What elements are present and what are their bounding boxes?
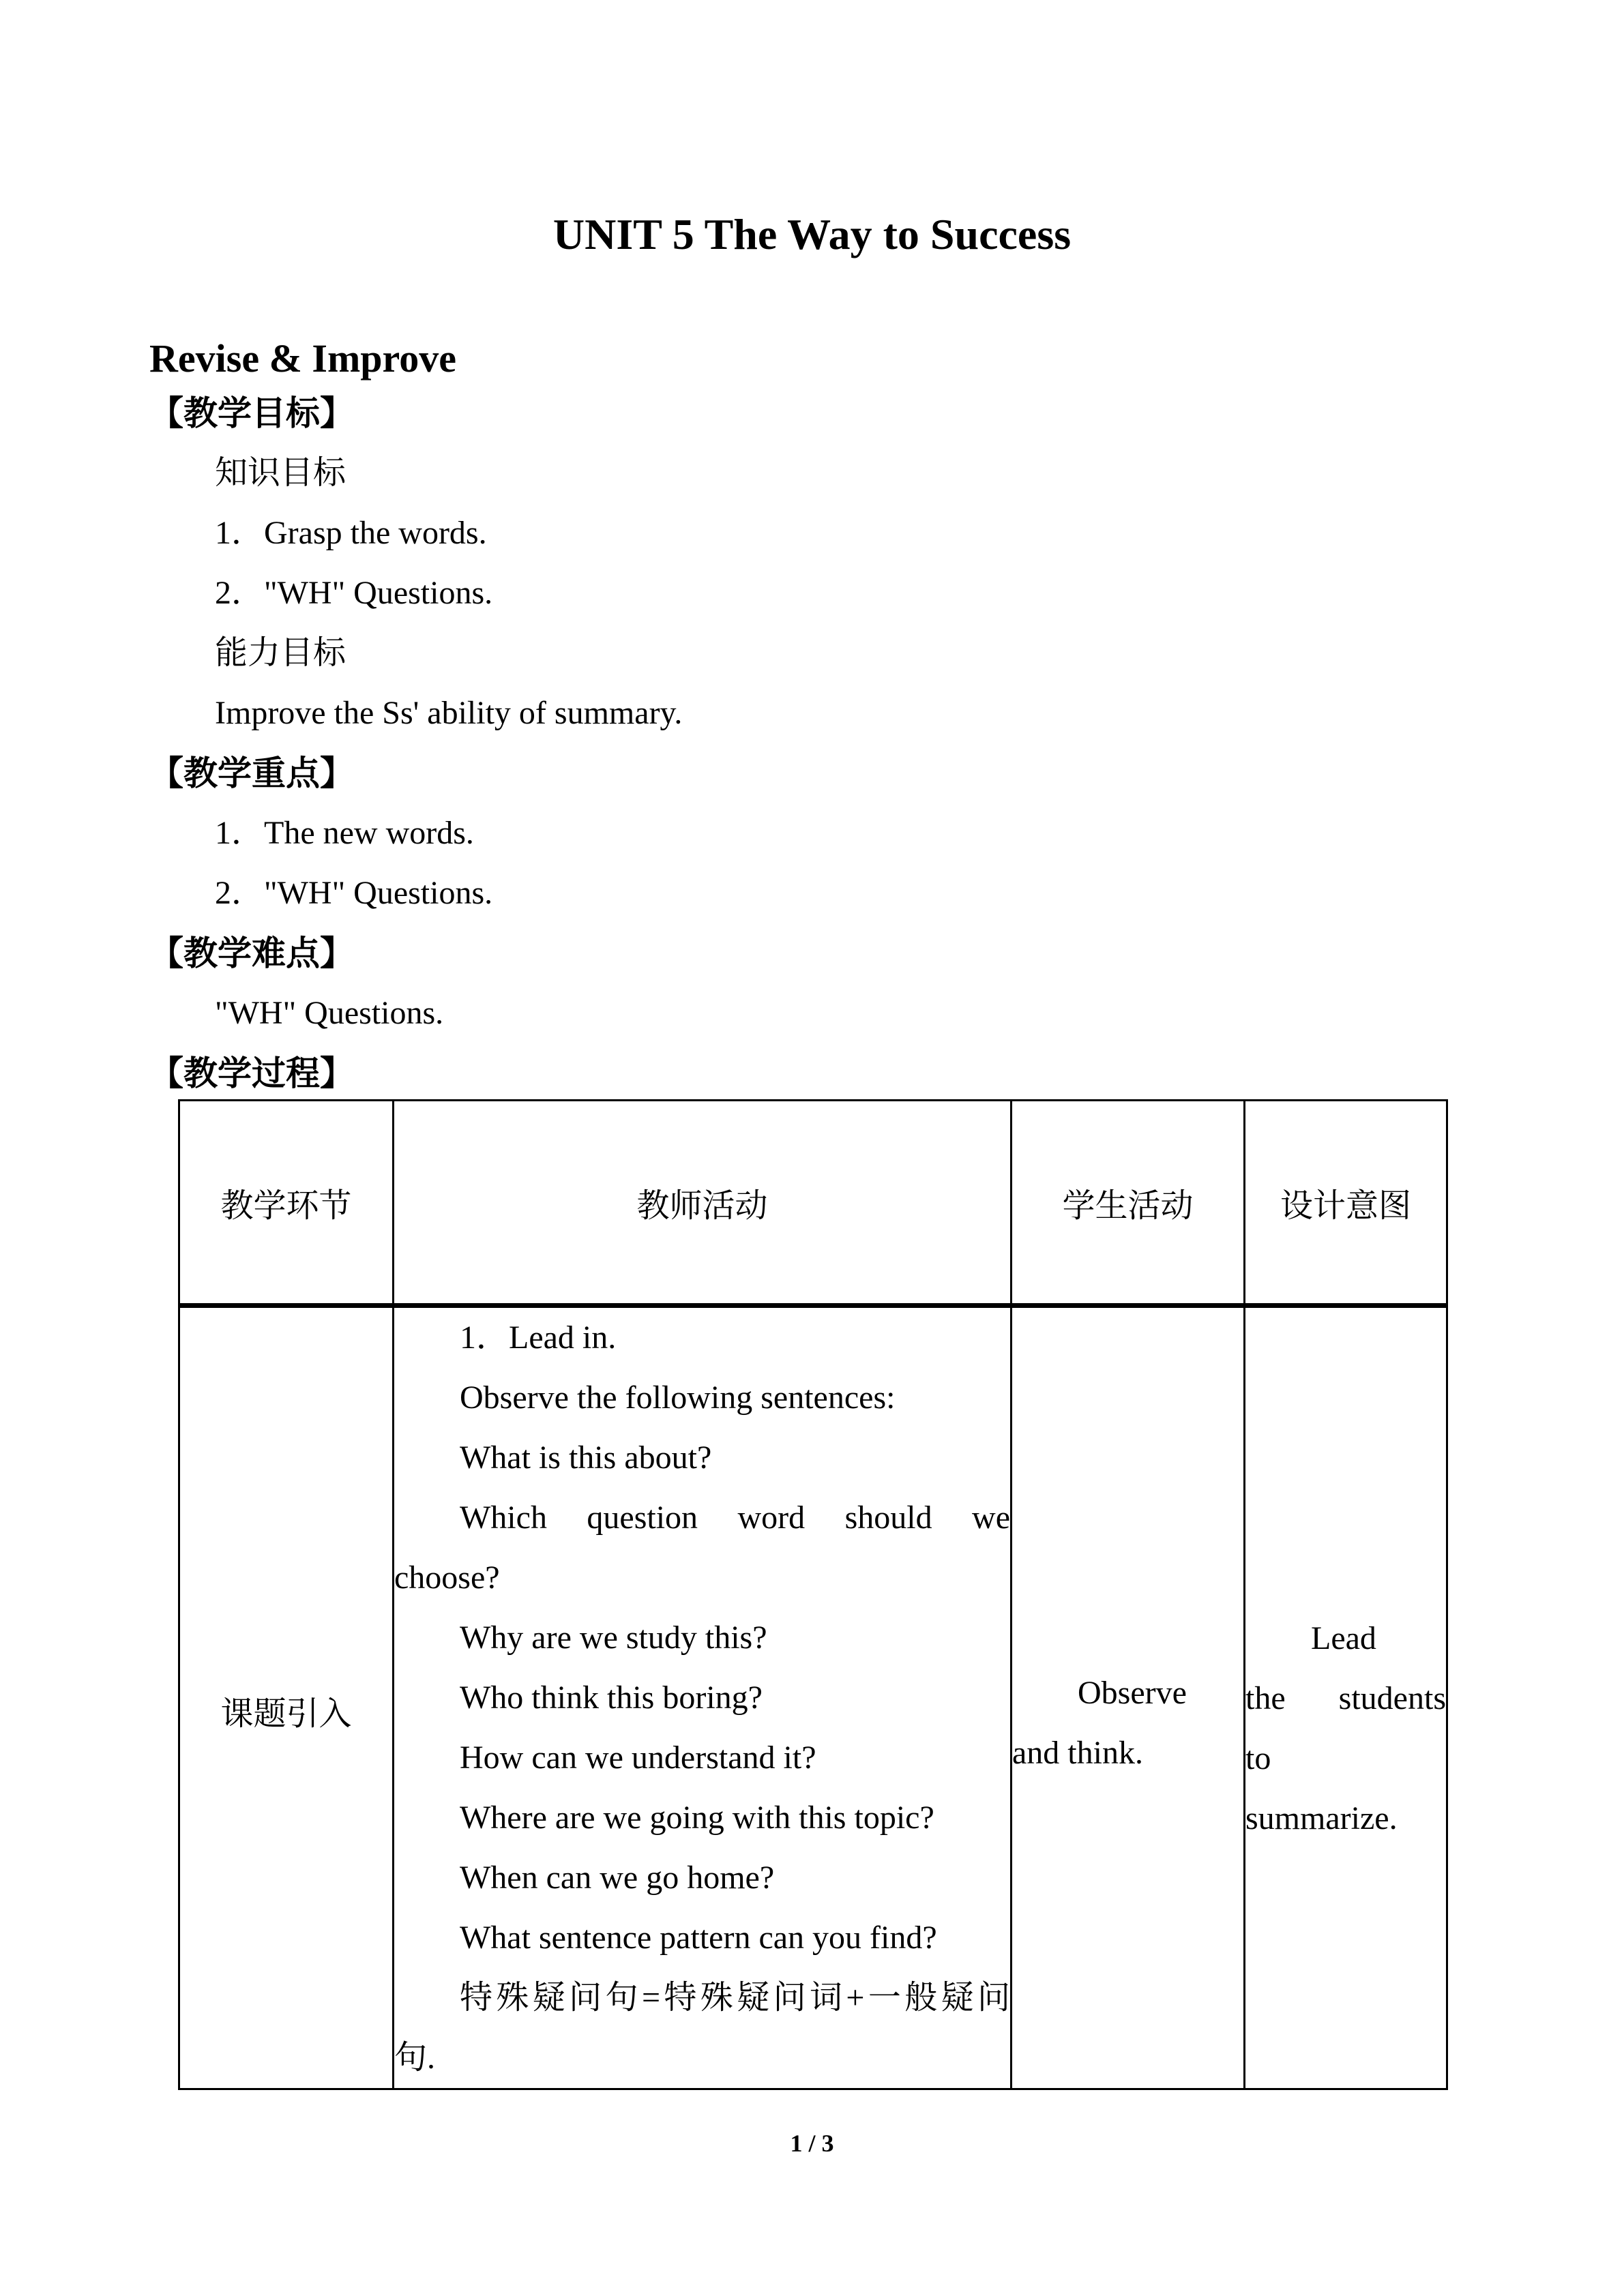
teacher-activity-line: Who think this boring? [460, 1680, 763, 1716]
teacher-activity-line: 特殊疑问句=特殊疑问词+一般疑问 [460, 1980, 1010, 2016]
cell-stage [179, 1306, 394, 2089]
teacher-activity-line: 1．Lead in. [460, 1320, 617, 1356]
document-title: UNIT 5 The Way to Success [552, 210, 1072, 258]
table-header-row [179, 1101, 1447, 1306]
teacher-activity-line: What is this about? [460, 1440, 712, 1476]
design-intent-line: summarize. [1245, 1800, 1398, 1836]
teacher-activity-line: Observe the following sentences: [460, 1380, 896, 1416]
teacher-activity-line: How can we understand it? [460, 1740, 816, 1776]
student-activity-line: Observe [1078, 1675, 1187, 1711]
stage-label: 课题引入 [220, 1695, 352, 1732]
teacher-activity-line: 句. [394, 2040, 436, 2076]
design-intent-text [1245, 1609, 1446, 1849]
knowledge-goal-item: 1．Grasp the words. [215, 515, 487, 551]
table-header-design-intent: 设计意图 [1245, 1101, 1447, 1306]
table-header-stage: 教学环节 [179, 1101, 394, 1306]
cell-design-intent [1245, 1306, 1447, 2089]
key-point-item: 2．"WH" Questions. [215, 875, 493, 911]
difficulty-text: "WH" Questions. [215, 995, 444, 1031]
student-activity-line: and think. [1012, 1735, 1143, 1771]
design-intent-line: the students [1245, 1680, 1446, 1716]
section-header-teaching-goals: 【教学目标】 [149, 394, 354, 432]
cell-teacher-activity [394, 1306, 1012, 2089]
lesson-subtitle: Revise & Improve [149, 336, 456, 381]
knowledge-goal-item: 2．"WH" Questions. [215, 575, 493, 611]
key-point-item: 1．The new words. [215, 815, 474, 851]
page-number: 1 / 3 [790, 2130, 834, 2157]
section-header-teaching-process: 【教学过程】 [149, 1054, 354, 1092]
student-activity-text [1012, 1663, 1243, 1783]
teacher-activity-line: What sentence pattern can you find? [460, 1920, 937, 1956]
ability-goal-text: Improve the Ss' ability of summary. [215, 695, 683, 731]
design-intent-line: Lead [1311, 1620, 1376, 1656]
cell-student-activity [1012, 1306, 1245, 2089]
ability-goal-label: 能力目标 [215, 635, 346, 671]
teacher-activity-line: choose? [394, 1560, 500, 1596]
teacher-activity-line: Where are we going with this topic? [460, 1800, 934, 1836]
teaching-process-table [178, 1099, 1448, 2090]
table-header-teacher-activity: 教师活动 [394, 1101, 1012, 1306]
teacher-activity-line: Why are we study this? [460, 1620, 767, 1656]
table-row [179, 1306, 1447, 2089]
section-header-key-points: 【教学重点】 [149, 754, 354, 792]
teacher-activity-line: When can we go home? [460, 1860, 775, 1896]
design-intent-line: to [1245, 1740, 1271, 1776]
teacher-activity-line: Which question word should we [460, 1500, 1010, 1536]
table-header-student-activity: 学生活动 [1012, 1101, 1245, 1306]
section-header-difficulties: 【教学难点】 [149, 934, 354, 972]
knowledge-goal-label: 知识目标 [215, 455, 346, 491]
